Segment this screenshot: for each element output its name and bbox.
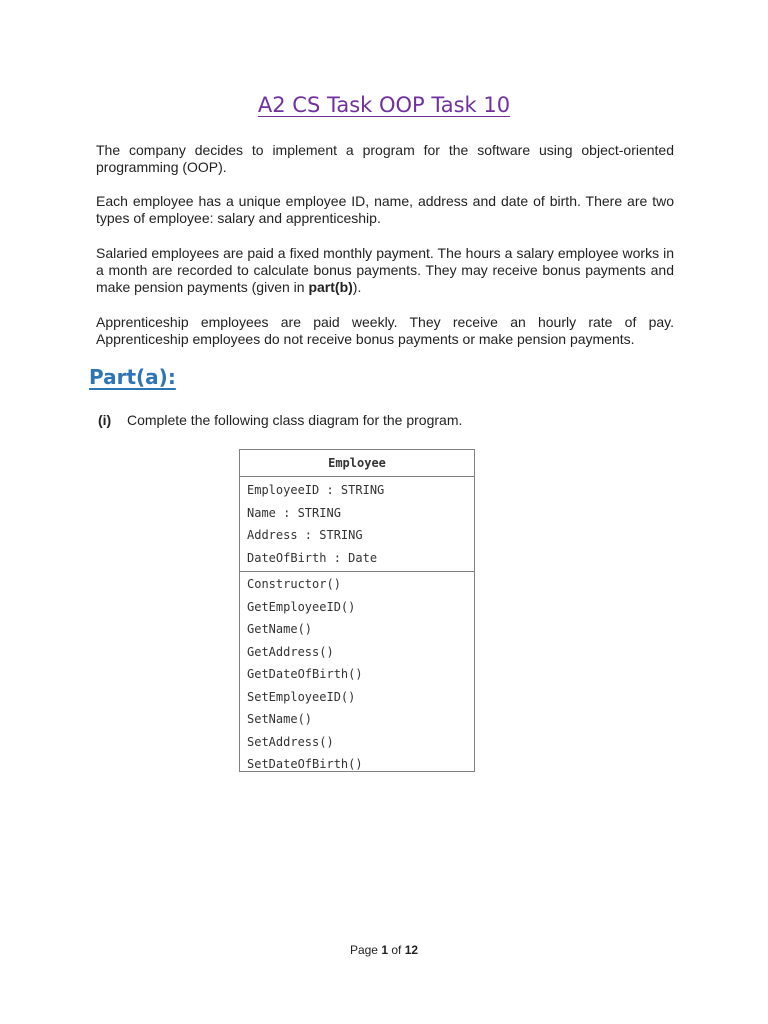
question-number: (i) <box>98 412 112 428</box>
method-set-date-of-birth: SetDateOfBirth() <box>247 757 363 771</box>
class-methods <box>240 572 474 776</box>
part-b-reference: part(b) <box>308 279 353 295</box>
total-pages-number: 12 <box>404 943 419 957</box>
method-set-name: SetName() <box>247 712 313 726</box>
attribute-name: Name : STRING <box>247 505 341 520</box>
apprenticeship-paragraph: Apprenticeship employees are paid weekly. They receive an hourly rate of pay. Apprenticeship employees do not receive bonus payments or make pension payments. <box>96 314 674 347</box>
salaried-text-end: ). <box>352 279 362 295</box>
intro-paragraph: The company decides to implement a program for the software using object-oriented programming (OOP). <box>96 142 674 175</box>
method-get-date-of-birth: GetDateOfBirth() <box>247 667 363 681</box>
class-attributes <box>240 477 474 572</box>
attribute-date-of-birth: DateOfBirth : Date <box>247 550 378 565</box>
attribute-employee-id: EmployeeID : STRING <box>247 483 385 497</box>
method-get-employee-id: GetEmployeeID() <box>247 599 356 614</box>
question-text: Complete the following class diagram for the program. <box>127 412 463 428</box>
current-page-number: 1 <box>381 943 388 957</box>
attribute-address: Address : STRING <box>247 528 363 542</box>
method-constructor: Constructor() <box>247 577 341 591</box>
salaried-text-start: Salaried employees are paid a fixed monthly payment. The hours a salary employee works in a month are recorded to calculate bonus payments. They may receive bonus payments and make pension payments (given in <box>96 245 674 295</box>
page-footer <box>0 943 768 957</box>
class-name: Employee <box>240 450 474 477</box>
employee-class-diagram <box>239 449 475 772</box>
page-label: Page <box>349 943 378 957</box>
method-set-address: SetAddress() <box>247 734 334 749</box>
employee-details-paragraph: Each employee has a unique employee ID, name, address and date of birth. There are two types of employee: salary and apprenticeship. <box>96 193 674 226</box>
of-label: of <box>391 943 402 957</box>
method-set-employee-id: SetEmployeeID() <box>247 689 356 704</box>
document-title: A2 CS Task OOP Task 10 <box>257 93 511 117</box>
method-get-address: GetAddress() <box>247 644 334 659</box>
salaried-employees-paragraph <box>96 245 674 296</box>
part-a-heading: Part(a): <box>89 365 176 389</box>
question-i <box>98 412 462 428</box>
method-get-name: GetName() <box>247 622 313 636</box>
